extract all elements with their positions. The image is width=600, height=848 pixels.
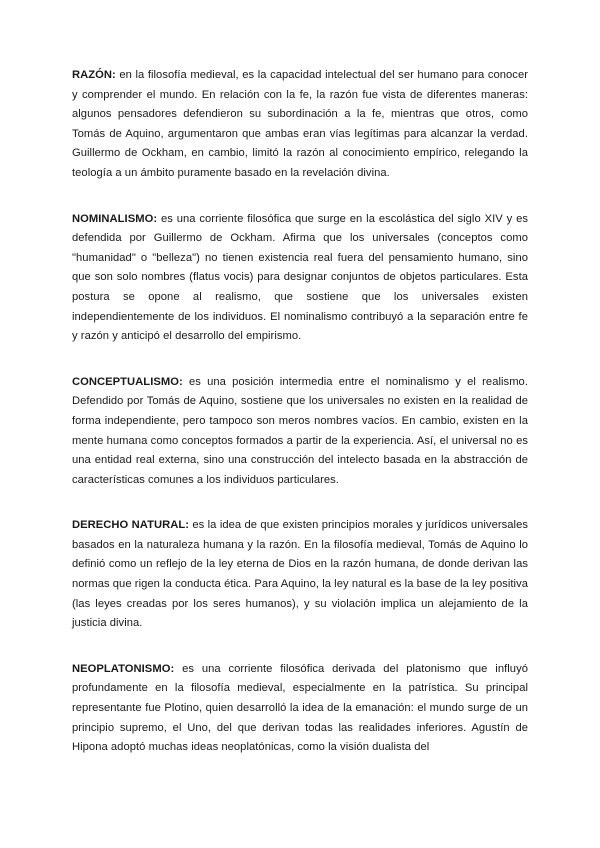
entry-conceptualismo [72, 373, 528, 491]
term-neoplatonismo: NEOPLATONISMO: [72, 662, 175, 675]
entry-nominalismo [72, 210, 528, 347]
term-nominalismo: NOMINALISMO: [72, 212, 158, 225]
entry-razon [72, 66, 528, 184]
term-derecho-natural: DERECHO NATURAL: [72, 519, 190, 532]
definition-conceptualismo: es una posición intermedia entre el nominalismo y el realismo. Defendido por Tomás de Aquino, sostiene que los universales no existen en la realidad de forma independiente, pero tampoco son meros nombres vacíos. En cambio, existen en la mente humana como conceptos formados a partir de la experiencia. Así, el universal no es una entidad real externa, sino una construcción del intelecto basada en la abstracción de características comunes a los individuos particulares. [72, 375, 528, 486]
definition-razon: en la filosofía medieval, es la capacidad intelectual del ser humano para conocer y comprender el mundo. En relación con la fe, la razón fue vista de diferentes maneras: algunos pensadores defendieron su subordinación a la fe, mientras que otros, como Tomás de Aquino, argumentaron que ambas eran vías legítimas para alcanzar la verdad. Guillermo de Ockham, en cambio, limitó la razón al conocimiento empírico, relegando la teología a un ámbito puramente basado en la revelación divina. [72, 69, 528, 179]
entry-derecho-natural [72, 516, 528, 634]
term-conceptualismo: CONCEPTUALISMO: [72, 375, 183, 388]
definition-derecho-natural: es la idea de que existen principios morales y jurídicos universales basados en la naturaleza humana y la razón. En la filosofía medieval, Tomás de Aquino lo definió como un reflejo de la ley eterna de Dios en la razón humana, de donde derivan las normas que rigen la conducta ética. Para Aquino, la ley natural es la base de la ley positiva (las leyes creadas por los seres humanos), y su violación implica un alejamiento de la justicia divina. [72, 519, 528, 630]
entry-neoplatonismo [72, 660, 528, 758]
definition-neoplatonismo: es una corriente filosófica derivada del platonismo que influyó profundamente en la filosofía medieval, especialmente en la patrística. Su principal representante fue Plotino, quien desarrolló la idea de la emanación: el mundo surge de un principio supremo, el Uno, del que derivan todas las realidades inferiores. Agustín de Hipona adoptó muchas ideas neoplatónicas, como la visión dualista del [72, 662, 528, 754]
definition-nominalismo: es una corriente filosófica que surge en la escolástica del siglo XIV y es defendida por Guillermo de Ockham. Afirma que los universales (conceptos como "humanidad" o "belleza") no tienen existencia real fuera del pensamiento humano, sino que son solo nombres (flatus vocis) para designar conjuntos de objetos particulares. Esta postura se opone al realismo, que sostiene que los universales existen independientemente de los individuos. El nominalismo contribuyó a la separación entre fe y razón y anticipó el desarrollo del empirismo. [72, 212, 528, 343]
term-razon: RAZÓN: [72, 69, 116, 81]
